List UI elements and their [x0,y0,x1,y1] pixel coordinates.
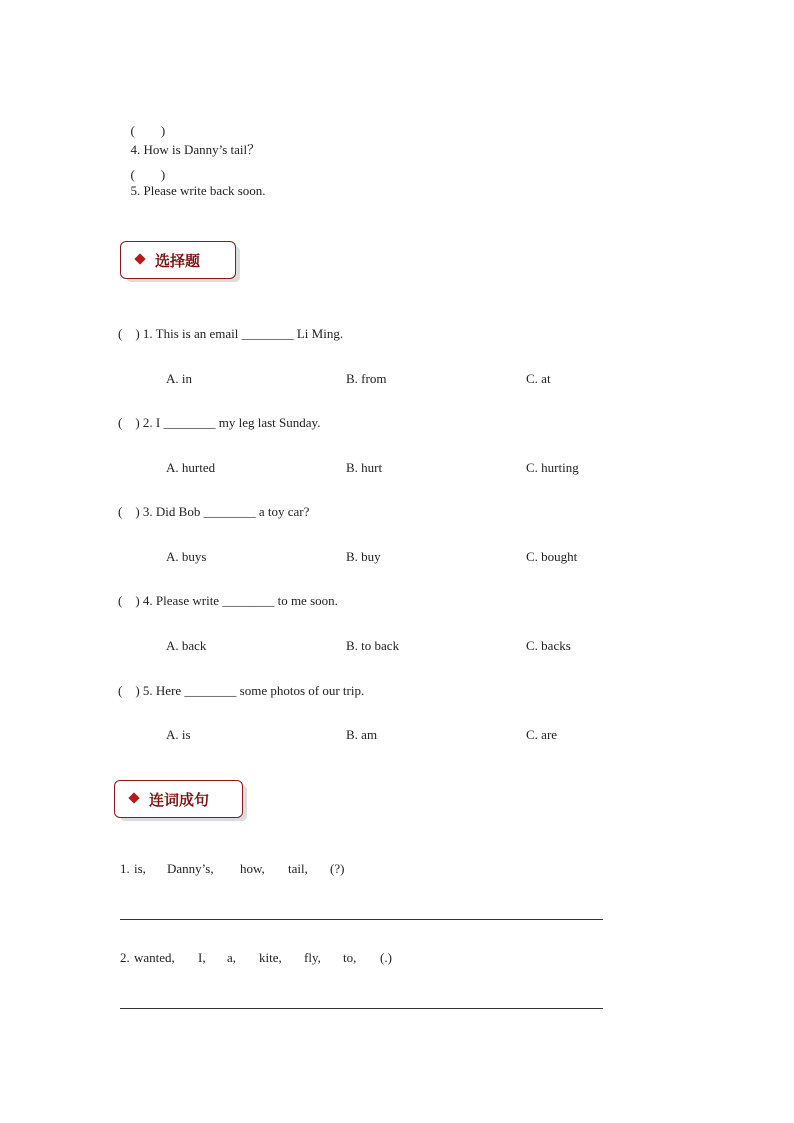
word-chip: how, [240,861,265,876]
answer-bracket: ( ) [130,167,166,182]
option-b: B. buy [346,549,381,564]
item-number: 1. [120,861,130,876]
option-a: A. buys [166,549,207,564]
word-chip: (?) [330,861,345,876]
option-c: C. bought [526,549,578,564]
option-c: C. hurting [526,460,579,475]
question-text: 4. How is Danny’s tail？ [130,142,261,157]
word-chip: to, [343,950,357,965]
question-stem: ( ) 2. I ________ my leg last Sunday. [118,415,321,430]
word-chip: Danny’s, [167,861,214,876]
option-b: B. from [346,371,387,386]
word-chip: (.) [380,950,392,965]
answer-line[interactable] [120,919,603,920]
word-chip: tail, [288,861,308,876]
option-c: C. backs [526,638,571,653]
question-stem: ( ) 3. Did Bob ________ a toy car? [118,504,310,519]
option-c: C. at [526,371,551,386]
section-header-choice [120,241,236,279]
question-stem: ( ) 1. This is an email ________ Li Ming. [118,326,344,341]
option-a: A. hurted [166,460,216,475]
option-b: B. hurt [346,460,383,475]
word-chip: kite, [259,950,282,965]
question-stem: ( ) 5. Here ________ some photos of our trip. [118,683,365,698]
section-title: 选择题 [155,252,201,270]
option-b: B. to back [346,638,400,653]
word-chip: fly, [304,950,321,965]
word-chip: is, [134,861,146,876]
answer-bracket: ( ) [130,123,166,138]
option-a: A. is [166,727,191,742]
section-title: 连词成句 [149,791,210,809]
question-text: 5. Please write back soon. [130,183,266,198]
question-stem: ( ) 4. Please write ________ to me soon. [118,593,338,608]
top-question-5 [124,148,266,199]
item-number: 2. [120,950,130,965]
option-a: A. in [166,371,192,386]
word-chip: wanted, [134,950,175,965]
option-b: B. am [346,727,378,742]
word-chip: a, [227,950,237,965]
section-header-order [114,780,243,818]
answer-line[interactable] [120,1008,603,1009]
diamond-icon [134,253,145,264]
option-a: A. back [166,638,207,653]
diamond-icon [128,792,139,803]
option-c: C. are [526,727,558,742]
word-chip: I, [198,950,206,965]
